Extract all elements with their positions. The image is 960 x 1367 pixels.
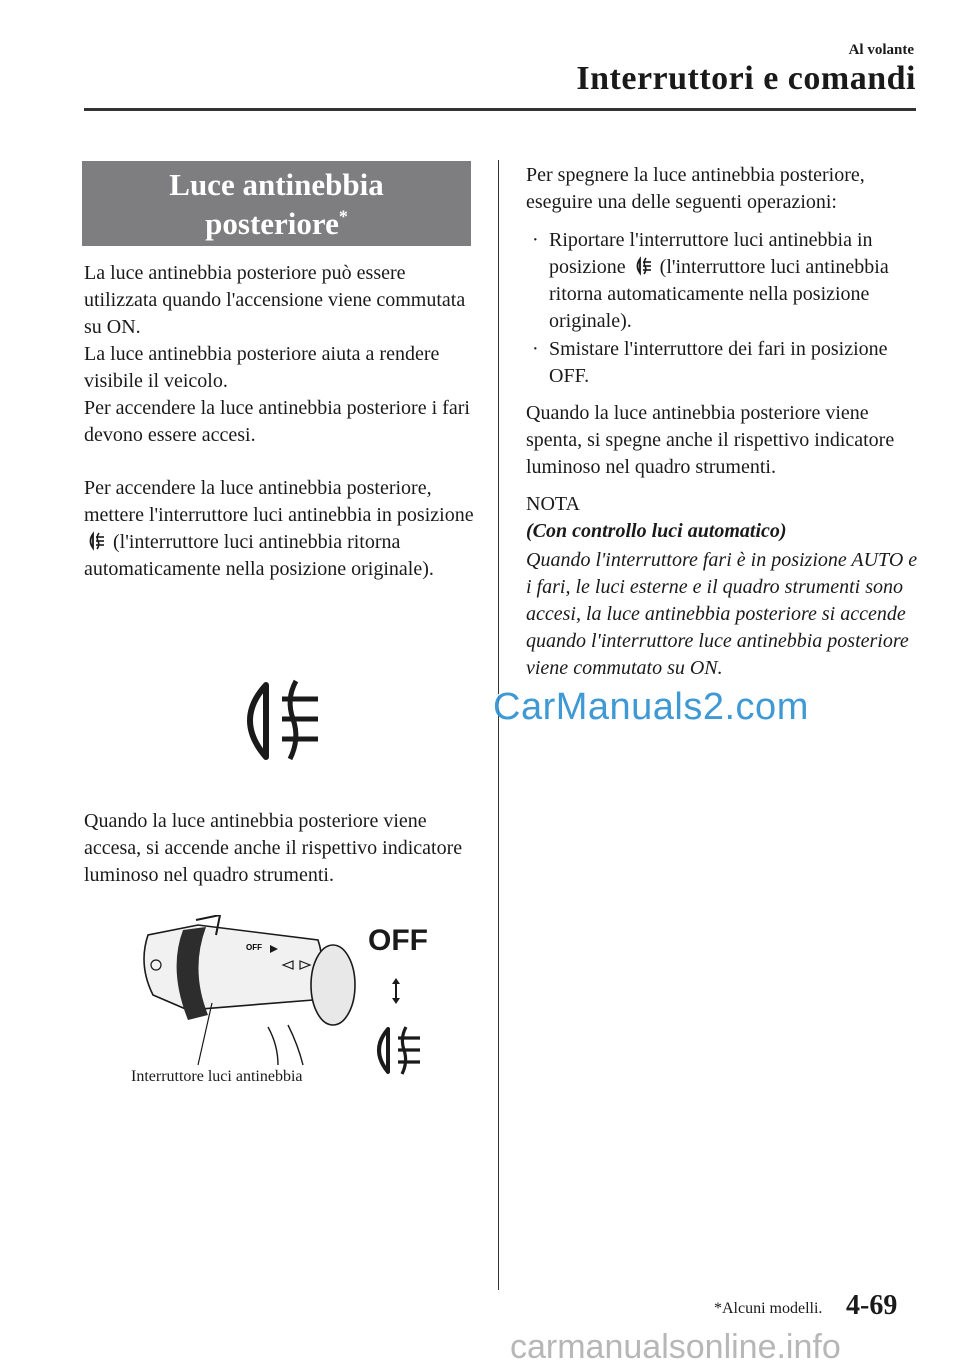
figure-caption: Interruttore luci antinebbia xyxy=(131,1068,303,1085)
paragraph-indicator-on: Quando la luce antinebbia posteriore viene accesa, si accende anche il rispettivo indicatore luminoso nel quadro strumenti. xyxy=(84,810,463,886)
paragraph-headlights: Per accendere la luce antinebbia posteriore i fari devono essere accesi. xyxy=(84,397,470,446)
footer-watermark: carmanualsonline.info xyxy=(510,1328,841,1366)
note-body: Quando l'interruttore fari è in posizione AUTO e i fari, le luci esterne e il quadro strumenti sono accesi, la luce antinebbia posteriore si accende quando l'interruttore luce antinebbia posteriore viene commutato su ON. xyxy=(526,549,918,679)
footnote: *Alcuni modelli. xyxy=(714,1300,823,1317)
paragraph-indicator-off: Quando la luce antinebbia posteriore viene spenta, si spegne anche il rispettivo indicatore luminoso nel quadro strumenti. xyxy=(526,402,895,478)
rear-fog-icon xyxy=(633,256,653,276)
up-down-arrow-icon xyxy=(390,978,402,1004)
paragraph-turn-off-intro: Per spegnere la luce antinebbia posteriore, eseguire una delle seguenti operazioni: xyxy=(526,164,865,213)
rear-fog-icon xyxy=(236,677,322,763)
off-label: OFF xyxy=(368,924,428,957)
paragraph-turn-on: Per accendere la luce antinebbia posteriore, mettere l'interruttore luci antinebbia in posizione (l'interruttore luci antinebbia ritorna automaticamente nella posizione originale). xyxy=(84,477,474,580)
asterisk: * xyxy=(338,206,348,227)
header-section: Al volante xyxy=(848,42,914,58)
note-title: NOTA xyxy=(526,493,580,515)
bullet-dot: · xyxy=(532,338,539,360)
svg-text:OFF: OFF xyxy=(246,943,262,952)
rear-fog-icon xyxy=(370,1024,422,1076)
note-subtitle: (Con controllo luci automatico) xyxy=(526,520,787,542)
watermark: CarManuals2.com xyxy=(493,686,809,728)
section-title-line1: Luce antinebbia xyxy=(169,167,384,202)
rear-fog-icon xyxy=(86,531,106,551)
header-rule xyxy=(84,108,916,111)
section-title xyxy=(82,161,471,246)
section-title-line2: posteriore* xyxy=(205,206,348,241)
page-number: 4-69 xyxy=(846,1290,898,1321)
header-chapter: Interruttori e comandi xyxy=(576,60,916,97)
paragraph-visibility: La luce antinebbia posteriore aiuta a rendere visibile il veicolo. xyxy=(84,343,440,392)
bullet-item: · Riportare l'interruttore luci antinebbia in posizione (l'interruttore luci antinebbia ritorna automaticamente nella posizione originale). xyxy=(532,229,889,332)
bullet-item: · Smistare l'interruttore dei fari in posizione OFF. xyxy=(532,338,888,387)
paragraph-usage: La luce antinebbia posteriore può essere utilizzata quando l'accensione viene commutata su ON. xyxy=(84,262,466,338)
bullet-dot: · xyxy=(532,229,539,251)
